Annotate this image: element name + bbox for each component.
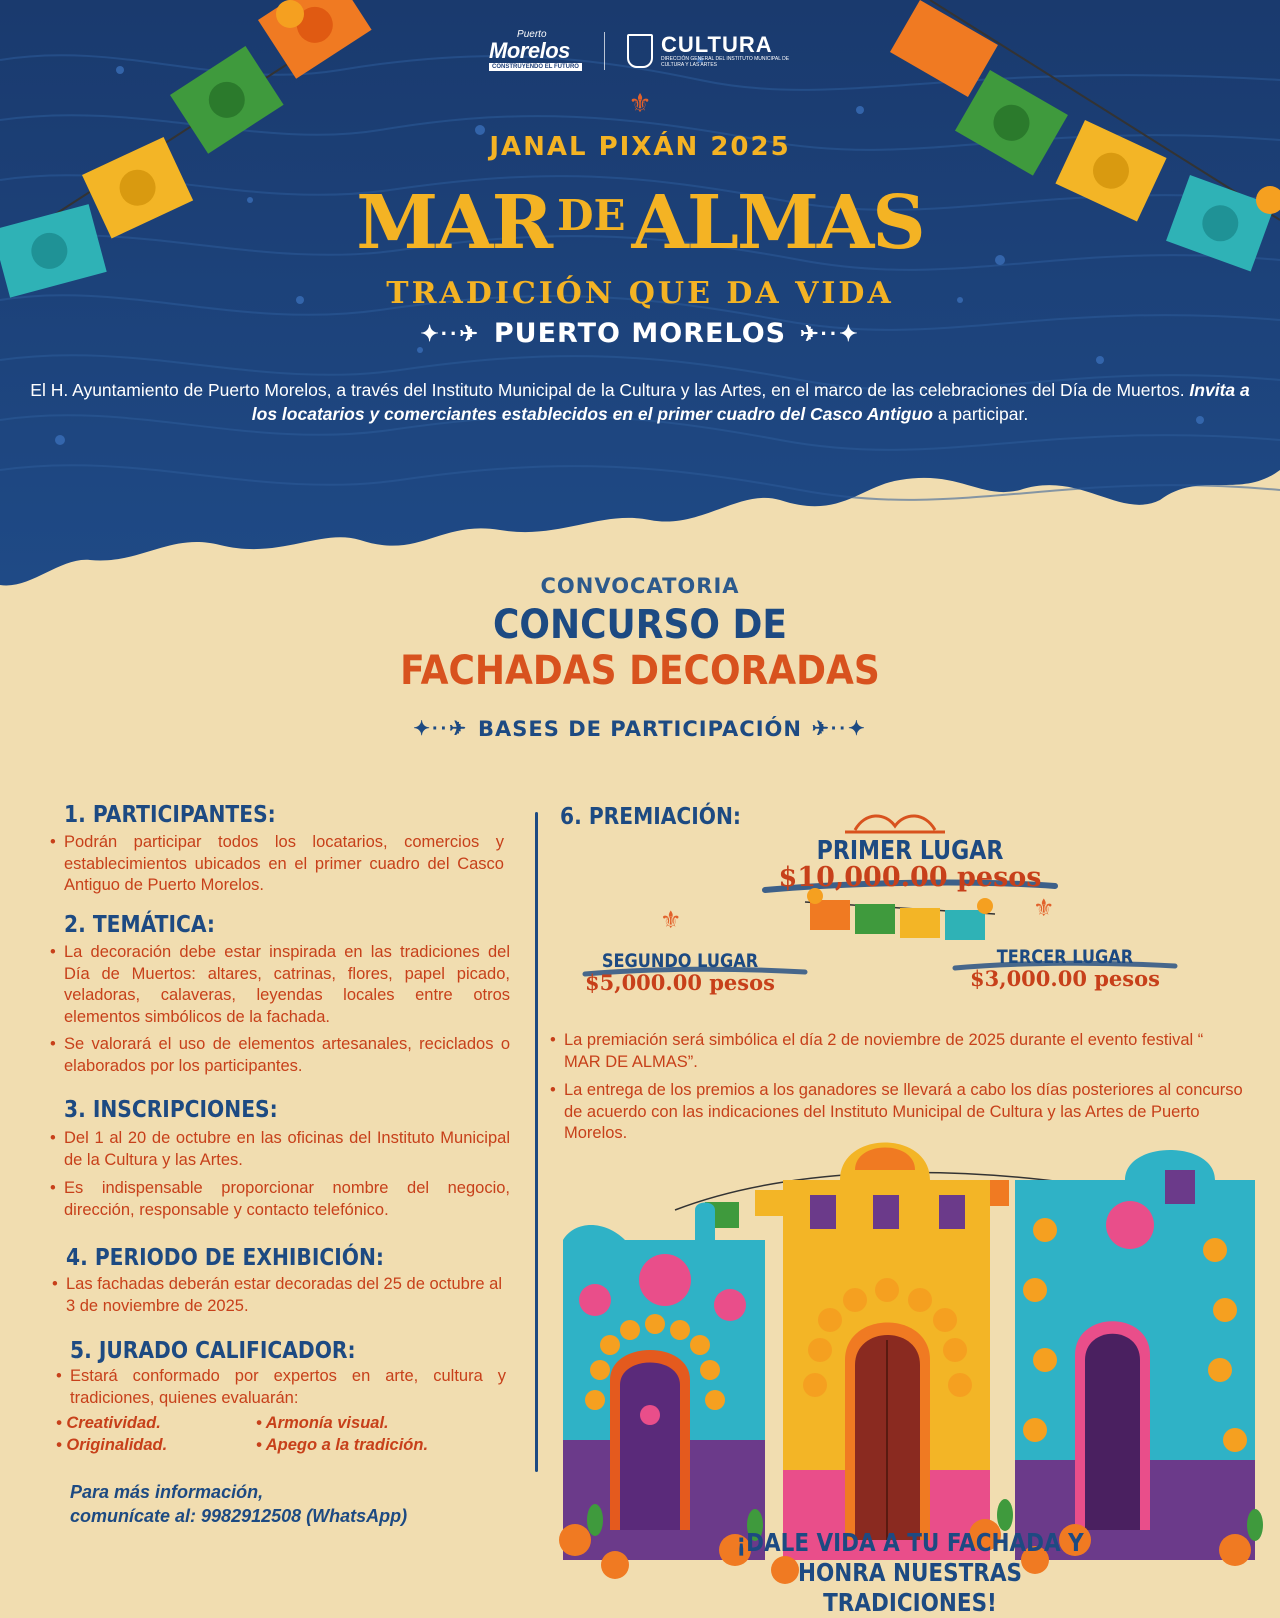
place-name: PUERTO MORELOS: [493, 318, 787, 349]
criterion-item: • Armonía visual.: [256, 1414, 389, 1433]
houses-illustration: [555, 1140, 1280, 1590]
fleur-icon: ⚜: [628, 88, 652, 118]
section-participantes-title: 1. PARTICIPANTES:: [64, 802, 276, 828]
section-tematica-text-2: • Se valorará el uso de elementos artesanales, reciclados o elaborados por los participantes.: [64, 1034, 510, 1077]
criterion-item: • Creatividad.: [56, 1414, 161, 1433]
section-tematica-text-1: • La decoración debe estar inspirada en las tradiciones del Día de Muertos: altares, catrinas, flores, papel picado, veladoras, calaveras, leyendas locales entre otros elementos simbólicos de la fachada.: [64, 942, 510, 1028]
criterion-item: • Apego a la tradición.: [256, 1436, 428, 1455]
criterion-item: • Originalidad.: [56, 1436, 167, 1455]
tagline: TRADICIÓN QUE DA VIDA: [386, 276, 894, 311]
section-inscripciones-title: 3. INSCRIPCIONES:: [64, 1097, 278, 1123]
section-tematica-title: 2. TEMÁTICA:: [64, 912, 216, 938]
shield-icon: [627, 34, 653, 68]
place-row: [0, 318, 1280, 349]
hero-banner: [0, 0, 1280, 600]
second-place-amount: $5,000.00 pesos: [585, 970, 775, 995]
house-pink: [1015, 1150, 1255, 1560]
contest-title-line2: FACHADAS DECORADAS: [400, 648, 880, 694]
ornament-left-icon: ✦··✈: [413, 718, 469, 740]
prize-note-2: • La entrega de los premios a los ganadores se llevará a cabo los días posteriores al concurso de acuerdo con las indicaciones del Instituto Municipal de Cultura y las Artes de Puerto Morelos.: [564, 1080, 1244, 1145]
swirl-icon: [845, 816, 945, 832]
section-inscripciones-text-2: • Es indispensable proporcionar nombre del negocio, dirección, responsable y contacto telefónico.: [64, 1178, 510, 1221]
first-place-amount: $10,000.00 pesos: [778, 862, 1042, 893]
section-inscripciones-text-1: • Del 1 al 20 de octubre en las oficinas del Instituto Municipal de la Cultura y las Artes.: [64, 1128, 510, 1171]
section-jurado-text: • Estará conformado por expertos en arte, cultura y tradiciones, quienes evaluarán:: [70, 1366, 506, 1409]
section-exhibicion-text: • Las fachadas deberán estar decoradas del 25 de octubre al 3 de noviembre de 2025.: [66, 1274, 502, 1317]
section-jurado-title: 5. JURADO CALIFICADOR:: [70, 1338, 356, 1364]
ornament-right-icon: ✈··✦: [800, 320, 860, 346]
third-place-title: TERCER LUGAR: [996, 946, 1134, 968]
convocatoria-label: CONVOCATORIA: [540, 574, 740, 598]
second-place-title: SEGUNDO LUGAR: [601, 950, 759, 972]
intro-paragraph: El H. Ayuntamiento de Puerto Morelos, a través del Instituto Municipal de la Cultura y las Artes, en el marco de las celebraciones del Día de Muertos. Invita a los locatarios y comerciantes establecidos en el primer cuadro del Casco Antiguo a participar.: [30, 380, 1250, 424]
logo-divider: [604, 32, 605, 70]
puerto-morelos-logo: Puerto Morelos CONSTRUYENDO EL FUTURO: [489, 30, 582, 71]
main-title: MAR DEALMAS: [356, 180, 924, 266]
contact-info: Para más información, comunícate al: 9982912508 (WhatsApp): [70, 1482, 408, 1526]
prize-note-1: • La premiación será simbólica el día 2 de noviembre de 2025 durante el evento festival “ MAR DE ALMAS”.: [564, 1030, 1244, 1073]
cultura-logo: CULTURA DIRECCIÓN GENERAL DEL INSTITUTO MUNICIPAL DE CULTURA Y LAS ARTES: [627, 34, 791, 68]
bases-row: [0, 716, 1280, 741]
fleur-icon: ⚜: [1033, 895, 1055, 922]
sponsor-logos: [0, 30, 1280, 71]
event-line: JANAL PIXÁN 2025: [489, 132, 791, 162]
ornament-right-icon: ✈··✦: [811, 718, 867, 740]
column-divider: [535, 812, 538, 1472]
section-exhibicion-title: 4. PERIODO DE EXHIBICIÓN:: [66, 1245, 385, 1271]
section-participantes-text: • Podrán participar todos los locatarios, comercios y establecimientos ubicados en el primer cuadro del Casco Antiguo de Puerto Morelos.: [64, 832, 504, 897]
third-place-amount: $3,000.00 pesos: [970, 966, 1160, 991]
section-premiacion-title: 6. PREMIACIÓN:: [560, 804, 742, 830]
contest-title-line1: CONCURSO DE: [492, 602, 788, 648]
bases-title: BASES DE PARTICIPACIÓN: [478, 716, 802, 741]
house-yellow: [783, 1143, 990, 1561]
closing-slogan: ¡DALE VIDA A TU FACHADA Y HONRA NUESTRAS TRADICIONES!: [736, 1528, 1084, 1617]
ornament-left-icon: ✦··✈: [420, 320, 480, 346]
contact-phone[interactable]: comunícate al: 9982912508 (WhatsApp): [70, 1506, 408, 1526]
first-place-title: PRIMER LUGAR: [816, 836, 1004, 866]
fleur-icon: ⚜: [660, 907, 682, 934]
